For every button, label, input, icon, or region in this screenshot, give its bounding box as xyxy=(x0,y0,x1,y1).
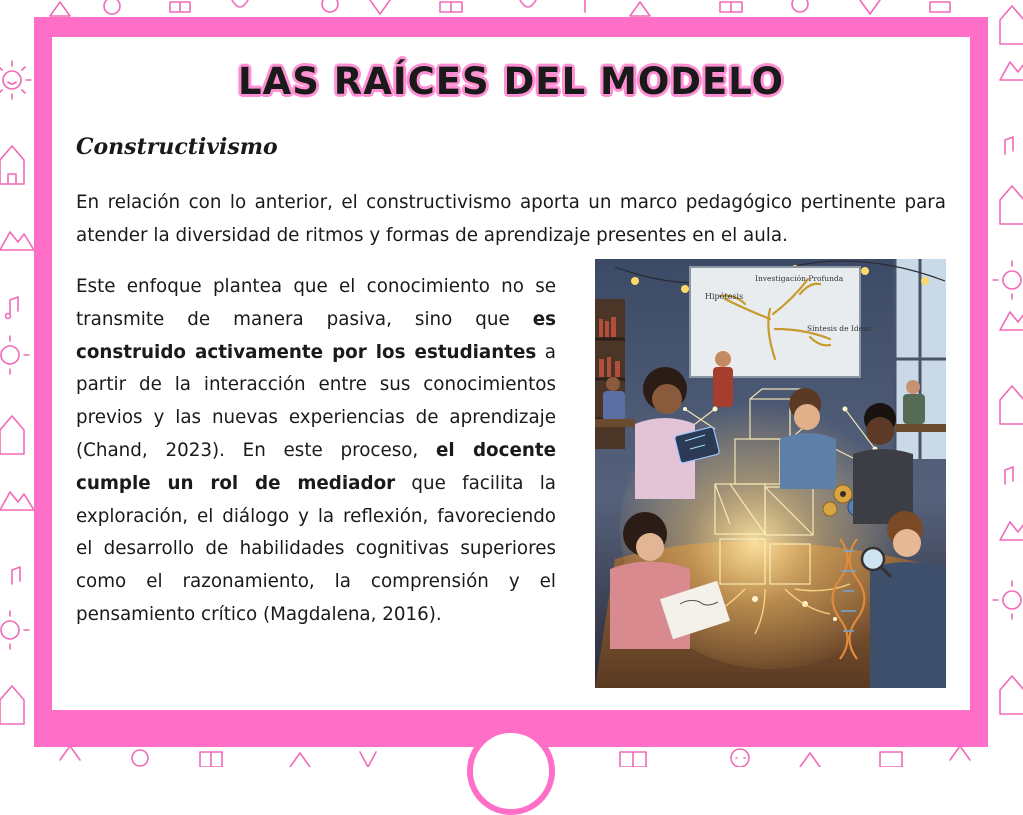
music-note-icon xyxy=(10,297,18,314)
bottom-circle-tab xyxy=(467,727,555,815)
body-paragraph xyxy=(76,271,556,632)
classroom-illustration xyxy=(595,259,946,688)
board-label-right: Síntesis de Ideas xyxy=(807,324,872,333)
sun-doodle-icon xyxy=(0,61,31,99)
board-label-left: Hipótesis xyxy=(705,292,744,301)
intro-paragraph: En relación con lo anterior, el constructivismo aporta un marco pedagógico pertinente para atender la diversidad de ritmos y formas de aprendizaje presentes en el aula. xyxy=(76,192,946,246)
board-label-top: Investigación Profunda xyxy=(755,274,844,283)
mountain-doodle-icon xyxy=(0,232,34,250)
house-doodle-icon xyxy=(0,146,24,184)
body-bold-2: el docente cumple un rol de mediador xyxy=(76,439,556,494)
body-bold-1: es construido activamente por los estudiantes xyxy=(76,308,556,363)
section-subtitle: Constructivismo xyxy=(76,134,278,160)
body-text-part-2: a partir de la interacción entre sus conocimientos previos y las nuevas experiencias de aprendizaje (Chand, 2023). En este proceso, xyxy=(76,341,557,461)
body-text-part-1: Este enfoque plantea que el conocimiento no se transmite de manera pasiva, sino que xyxy=(76,276,556,330)
page-title: LAS RAÍCES DEL MODELO xyxy=(237,60,784,103)
body-text-part-3: que facilita la exploración, el diálogo y la reflexión, favoreciendo el desarrollo de habilidades cognitivas superiores como el razonamiento, la comprensión y el pensamiento crítico (Magdalena, 2016). xyxy=(76,472,556,625)
